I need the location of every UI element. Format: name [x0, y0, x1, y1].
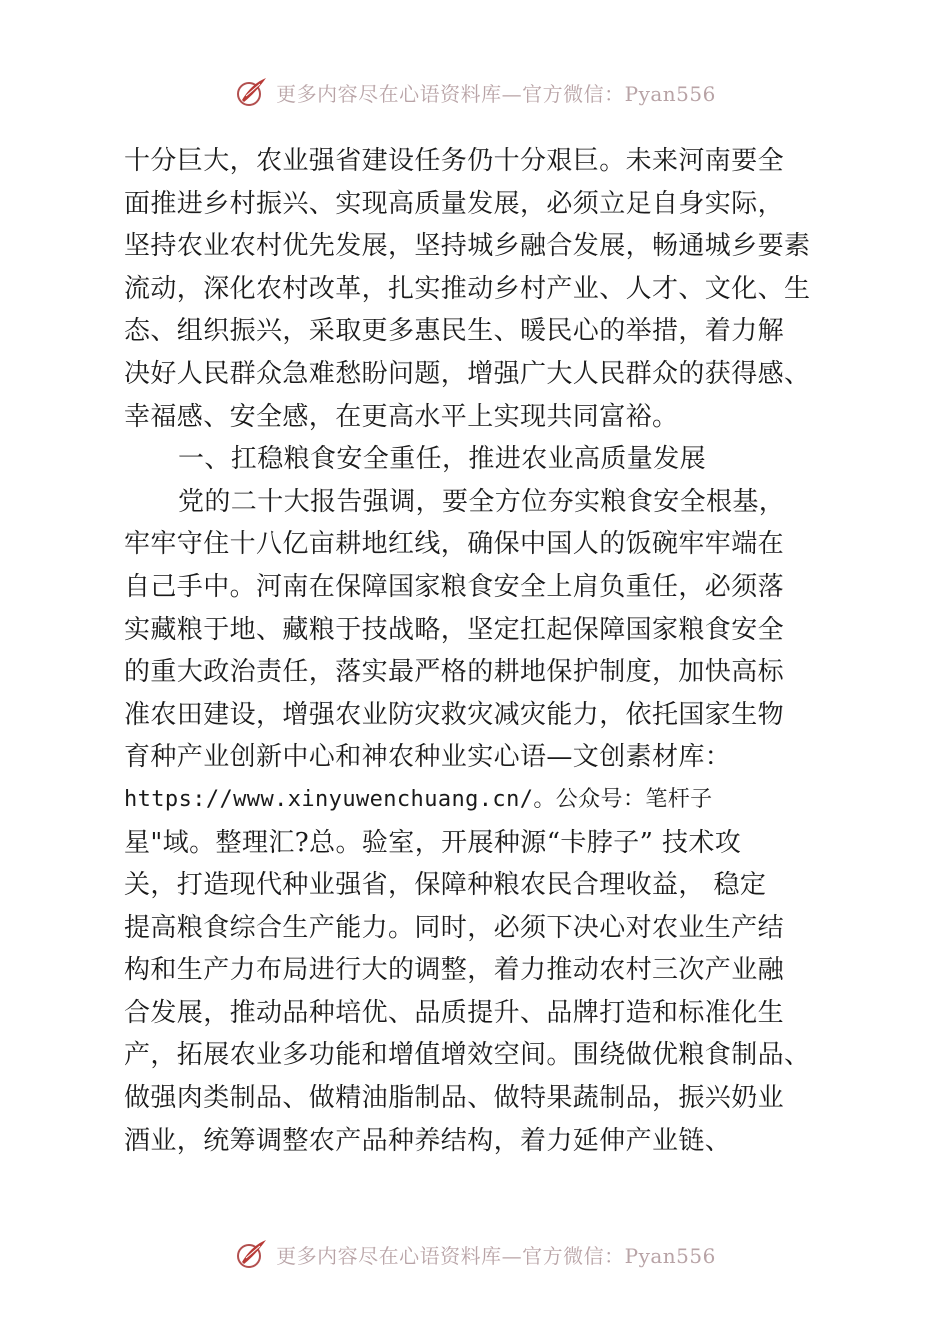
text-line: 十分巨大，农业强省建设任务仍十分艰巨。未来河南要全: [124, 146, 785, 176]
text-line: 育种产业创新中心和神农种业实心语—文创素材库：: [124, 742, 732, 773]
red-feather-logo-icon: [234, 74, 270, 110]
text-line: 合发展，推动品种培优、品质提升、品牌打造和标准化生: [124, 997, 785, 1028]
text-line: 构和生产力布局进行大的调整，着力推动农村三次产业融: [124, 955, 785, 986]
text-line: 星"域。整理汇?总。验室，开展种源“卡脖子” 技术攻: [124, 827, 742, 858]
text-line: 的重大政治责任，落实最严格的耕地保护制度，加快高标: [124, 657, 785, 688]
document-body: [124, 140, 869, 1162]
footer-banner-text: 更多内容尽在心语资料库—官方微信：Pyan556: [276, 1243, 716, 1268]
text-line: 态、组织振兴，采取更多惠民生、暖民心的举措，着力解: [124, 316, 785, 347]
text-line: 牢牢守住十八亿亩耕地红线，确保中国人的饭碗牢牢端在: [124, 529, 785, 560]
text-line: 自己手中。河南在保障国家粮食安全上肩负重任，必须落: [124, 571, 785, 602]
paragraph-start-line: 党的二十大报告强调，要全方位夯实粮食安全根基，: [178, 486, 786, 517]
text-line: 提高粮食综合生产能力。同时，必须下决心对农业生产结: [124, 912, 785, 943]
text-line: 幸福感、安全感，在更高水平上实现共同富裕。: [124, 401, 679, 432]
footer-banner: [0, 1234, 950, 1274]
text-line: 面推进乡村振兴、实现高质量发展，必须立足自身实际，: [124, 188, 785, 219]
text-line: 酒业，统筹调整农产品种养结构，着力延伸产业链、: [124, 1125, 732, 1156]
text-line: 实藏粮于地、藏粮于技战略，坚定扛起保障国家粮食安全: [124, 614, 785, 645]
text-line: 坚持农业农村优先发展，坚持城乡融合发展，畅通城乡要素: [124, 231, 811, 262]
text-line: 准农田建设，增强农业防灾救灾减灾能力，依托国家生物: [124, 699, 785, 730]
footer-banner-inner: [234, 1236, 716, 1272]
section-heading: 一、扛稳粮食安全重任，推进农业高质量发展: [178, 444, 707, 475]
header-banner-inner: [234, 74, 716, 110]
text-line: 关，打造现代种业强省，保障种粮农民合理收益， 稳定: [124, 870, 767, 901]
text-line: 决好人民群众急难愁盼问题，增强广大人民群众的获得感、: [124, 358, 811, 389]
red-feather-logo-icon: [234, 1236, 270, 1272]
header-banner-text: 更多内容尽在心语资料库—官方微信：Pyan556: [276, 81, 716, 106]
text-line: 产，拓展农业多功能和增值增效空间。围绕做优粮食制品、: [124, 1040, 811, 1071]
text-line: 流动，深化农村改革，扎实推动乡村产业、人才、文化、生: [124, 273, 811, 304]
header-banner: [0, 72, 950, 112]
url-line: https://www.xinyuwenchuang.cn/。公众号：笔杆子: [124, 786, 713, 812]
text-line: 做强肉类制品、做精油脂制品、做特果蔬制品，振兴奶业: [124, 1083, 785, 1114]
